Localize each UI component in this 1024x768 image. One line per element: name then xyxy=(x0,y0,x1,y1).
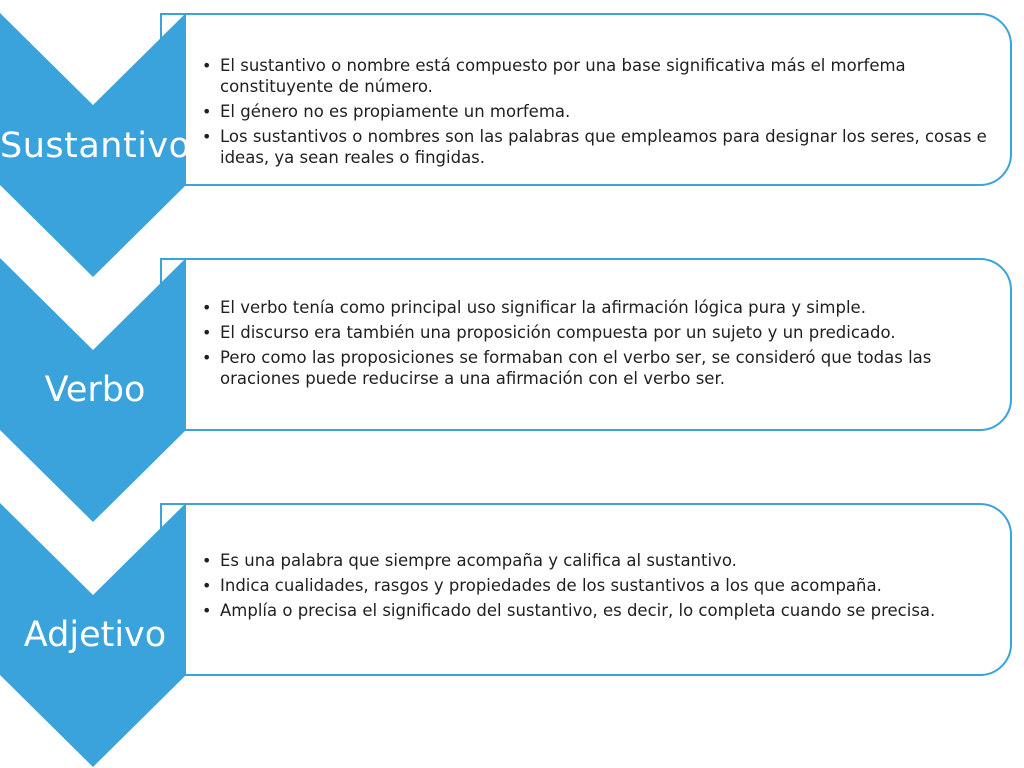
bullet-text: El sustantivo o nombre está compuesto por una base significativa más el morfema constituyente de número. xyxy=(220,56,906,96)
bullet-list-verbo xyxy=(200,297,996,393)
content-box-sustantivo xyxy=(160,13,1012,186)
bullet-text: El discurso era también una proposición compuesta por un sujeto y un predicado. xyxy=(220,323,896,342)
bullet-text: Amplía o precisa el significado del sustantivo, es decir, lo completa cuando se precisa. xyxy=(220,601,936,620)
bullet-text: Pero como las proposiciones se formaban con el verbo ser, se consideró que todas las oraciones puede reducirse a una afirmación con el verbo ser. xyxy=(220,348,932,388)
bullet-item xyxy=(200,600,996,621)
bullet-item xyxy=(200,297,996,318)
bullet-text: El género no es propiamente un morfema. xyxy=(220,102,571,121)
bullet-list-sustantivo xyxy=(200,55,996,172)
bullet-list-adjetivo xyxy=(200,550,996,625)
bullet-icon: • xyxy=(202,127,212,146)
content-box-verbo xyxy=(160,258,1012,431)
bullet-text: Los sustantivos o nombres son las palabras que empleamos para designar los seres, cosas e ideas, ya sean reales o fingidas. xyxy=(220,127,987,167)
section-label-adjetivo: Adjetivo xyxy=(23,615,167,655)
bullet-text: El verbo tenía como principal uso significar la afirmación lógica pura y simple. xyxy=(220,298,866,317)
bullet-icon: • xyxy=(202,298,212,317)
bullet-item xyxy=(200,575,996,596)
bullet-icon: • xyxy=(202,576,212,595)
bullet-icon: • xyxy=(202,551,212,570)
bullet-item xyxy=(200,550,996,571)
section-label-sustantivo: Sustantivo xyxy=(0,126,191,166)
bullet-icon: • xyxy=(202,348,212,367)
section-label-verbo: Verbo xyxy=(44,370,146,410)
content-box-adjetivo xyxy=(160,503,1012,676)
bullet-text: Indica cualidades, rasgos y propiedades de los sustantivos a los que acompaña. xyxy=(220,576,882,595)
bullet-icon: • xyxy=(202,601,212,620)
bullet-item xyxy=(200,126,996,168)
bullet-icon: • xyxy=(202,323,212,342)
bullet-icon: • xyxy=(202,102,212,121)
bullet-text: Es una palabra que siempre acompaña y califica al sustantivo. xyxy=(220,551,737,570)
bullet-item xyxy=(200,101,996,122)
bullet-item xyxy=(200,347,996,389)
bullet-item xyxy=(200,322,996,343)
bullet-icon: • xyxy=(202,56,212,75)
bullet-item xyxy=(200,55,996,97)
